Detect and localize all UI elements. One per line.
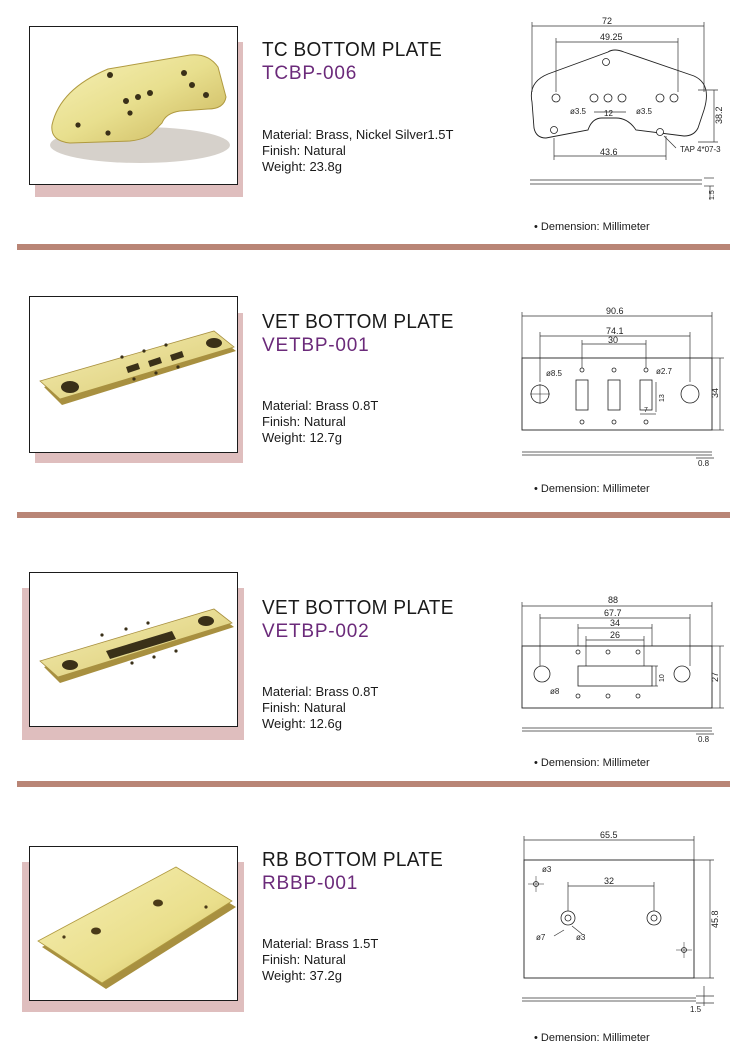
dim-overall-width: 72 [602, 16, 613, 26]
dim-inner-width: 49.25 [600, 32, 623, 42]
dim-height: 45.8 [710, 910, 720, 928]
product-title: VET BOTTOM PLATE [262, 597, 454, 620]
product-photo-vetbp-002 [29, 572, 238, 727]
spec-finish: Finish: Natural [262, 952, 346, 967]
dim-big-hole-inner: ø3 [576, 933, 586, 942]
dim-hole-span: 67.7 [604, 608, 622, 618]
dim-thickness: 1.5 [709, 190, 716, 200]
product-title: TC BOTTOM PLATE [262, 39, 443, 62]
vet-plate-image [30, 297, 238, 453]
product-title: RB BOTTOM PLATE [262, 849, 444, 872]
dim-big-hole: ø8 [550, 687, 560, 696]
dim-slot-height: 13 [659, 394, 666, 402]
product-photo-tcbp-006 [29, 26, 238, 185]
dim-overall-width: 90.6 [606, 306, 624, 316]
product-title: VET BOTTOM PLATE [262, 311, 454, 334]
section-divider [17, 781, 730, 787]
spec-weight: Weight: 12.7g [262, 430, 342, 445]
dim-slot-span: 30 [608, 335, 619, 345]
spec-material: Material: Brass, Nickel Silver1.5T [262, 127, 454, 142]
product-code: TCBP-006 [262, 63, 358, 84]
dim-overall-width: 65.5 [600, 830, 618, 840]
technical-drawing-vetbp-002 [518, 590, 728, 750]
dim-slot-width: 7 [644, 407, 648, 414]
dim-center-gap: 12 [604, 109, 613, 118]
technical-drawing-tcbp-006 [518, 12, 728, 208]
dim-hole-left: ø3.5 [570, 107, 587, 116]
section-divider [17, 512, 730, 518]
spec-weight: Weight: 23.8g [262, 159, 342, 174]
dim-thickness: 1.5 [690, 1005, 702, 1014]
dim-thickness: 0.8 [698, 735, 710, 744]
dim-small-hole: ø3 [542, 865, 552, 874]
product-photo-vetbp-001 [29, 296, 238, 453]
rb-plate-image [30, 847, 238, 1001]
product-code: VETBP-002 [262, 621, 370, 642]
dim-bottom-width: 43.6 [600, 147, 618, 157]
dim-big-hole: ø8.5 [546, 369, 563, 378]
spec-material: Material: Brass 1.5T [262, 936, 379, 951]
product-code: RBBP-001 [262, 873, 359, 894]
dim-inner-span: 26 [610, 630, 621, 640]
spec-finish: Finish: Natural [262, 143, 346, 158]
dimension-note: • Demension: Millimeter [534, 1032, 650, 1044]
spec-weight: Weight: 12.6g [262, 716, 342, 731]
product-code: VETBP-001 [262, 335, 370, 356]
dimension-note: • Demension: Millimeter [534, 221, 650, 233]
dim-slot-span: 34 [610, 618, 621, 628]
dim-height: 34 [710, 387, 720, 398]
tc-plate-image [30, 27, 238, 185]
section-divider [17, 244, 730, 250]
spec-material: Material: Brass 0.8T [262, 684, 379, 699]
dim-height: 27 [710, 671, 720, 682]
dim-hole-right: ø3.5 [636, 107, 653, 116]
spec-material: Material: Brass 0.8T [262, 398, 379, 413]
dim-overall-width: 88 [608, 595, 619, 605]
dim-small-hole: ø2.7 [656, 367, 673, 376]
dim-hole-span: 32 [604, 876, 615, 886]
dim-slot-height: 10 [659, 674, 666, 682]
dim-big-hole: ø7 [536, 933, 546, 942]
technical-drawing-vetbp-001 [518, 302, 728, 472]
spec-finish: Finish: Natural [262, 700, 346, 715]
vet-plate-image [30, 573, 238, 727]
dim-thickness: 0.8 [698, 459, 710, 468]
dim-height: 38.2 [714, 106, 724, 124]
dimension-note: • Demension: Millimeter [534, 483, 650, 495]
technical-drawing-rbbp-001 [518, 826, 728, 1022]
product-photo-rbbp-001 [29, 846, 238, 1001]
spec-weight: Weight: 37.2g [262, 968, 342, 983]
spec-finish: Finish: Natural [262, 414, 346, 429]
dim-tap-note: TAP 4*07-3 [680, 145, 721, 154]
dim-hole-span: 74.1 [606, 326, 624, 336]
dimension-note: • Demension: Millimeter [534, 757, 650, 769]
